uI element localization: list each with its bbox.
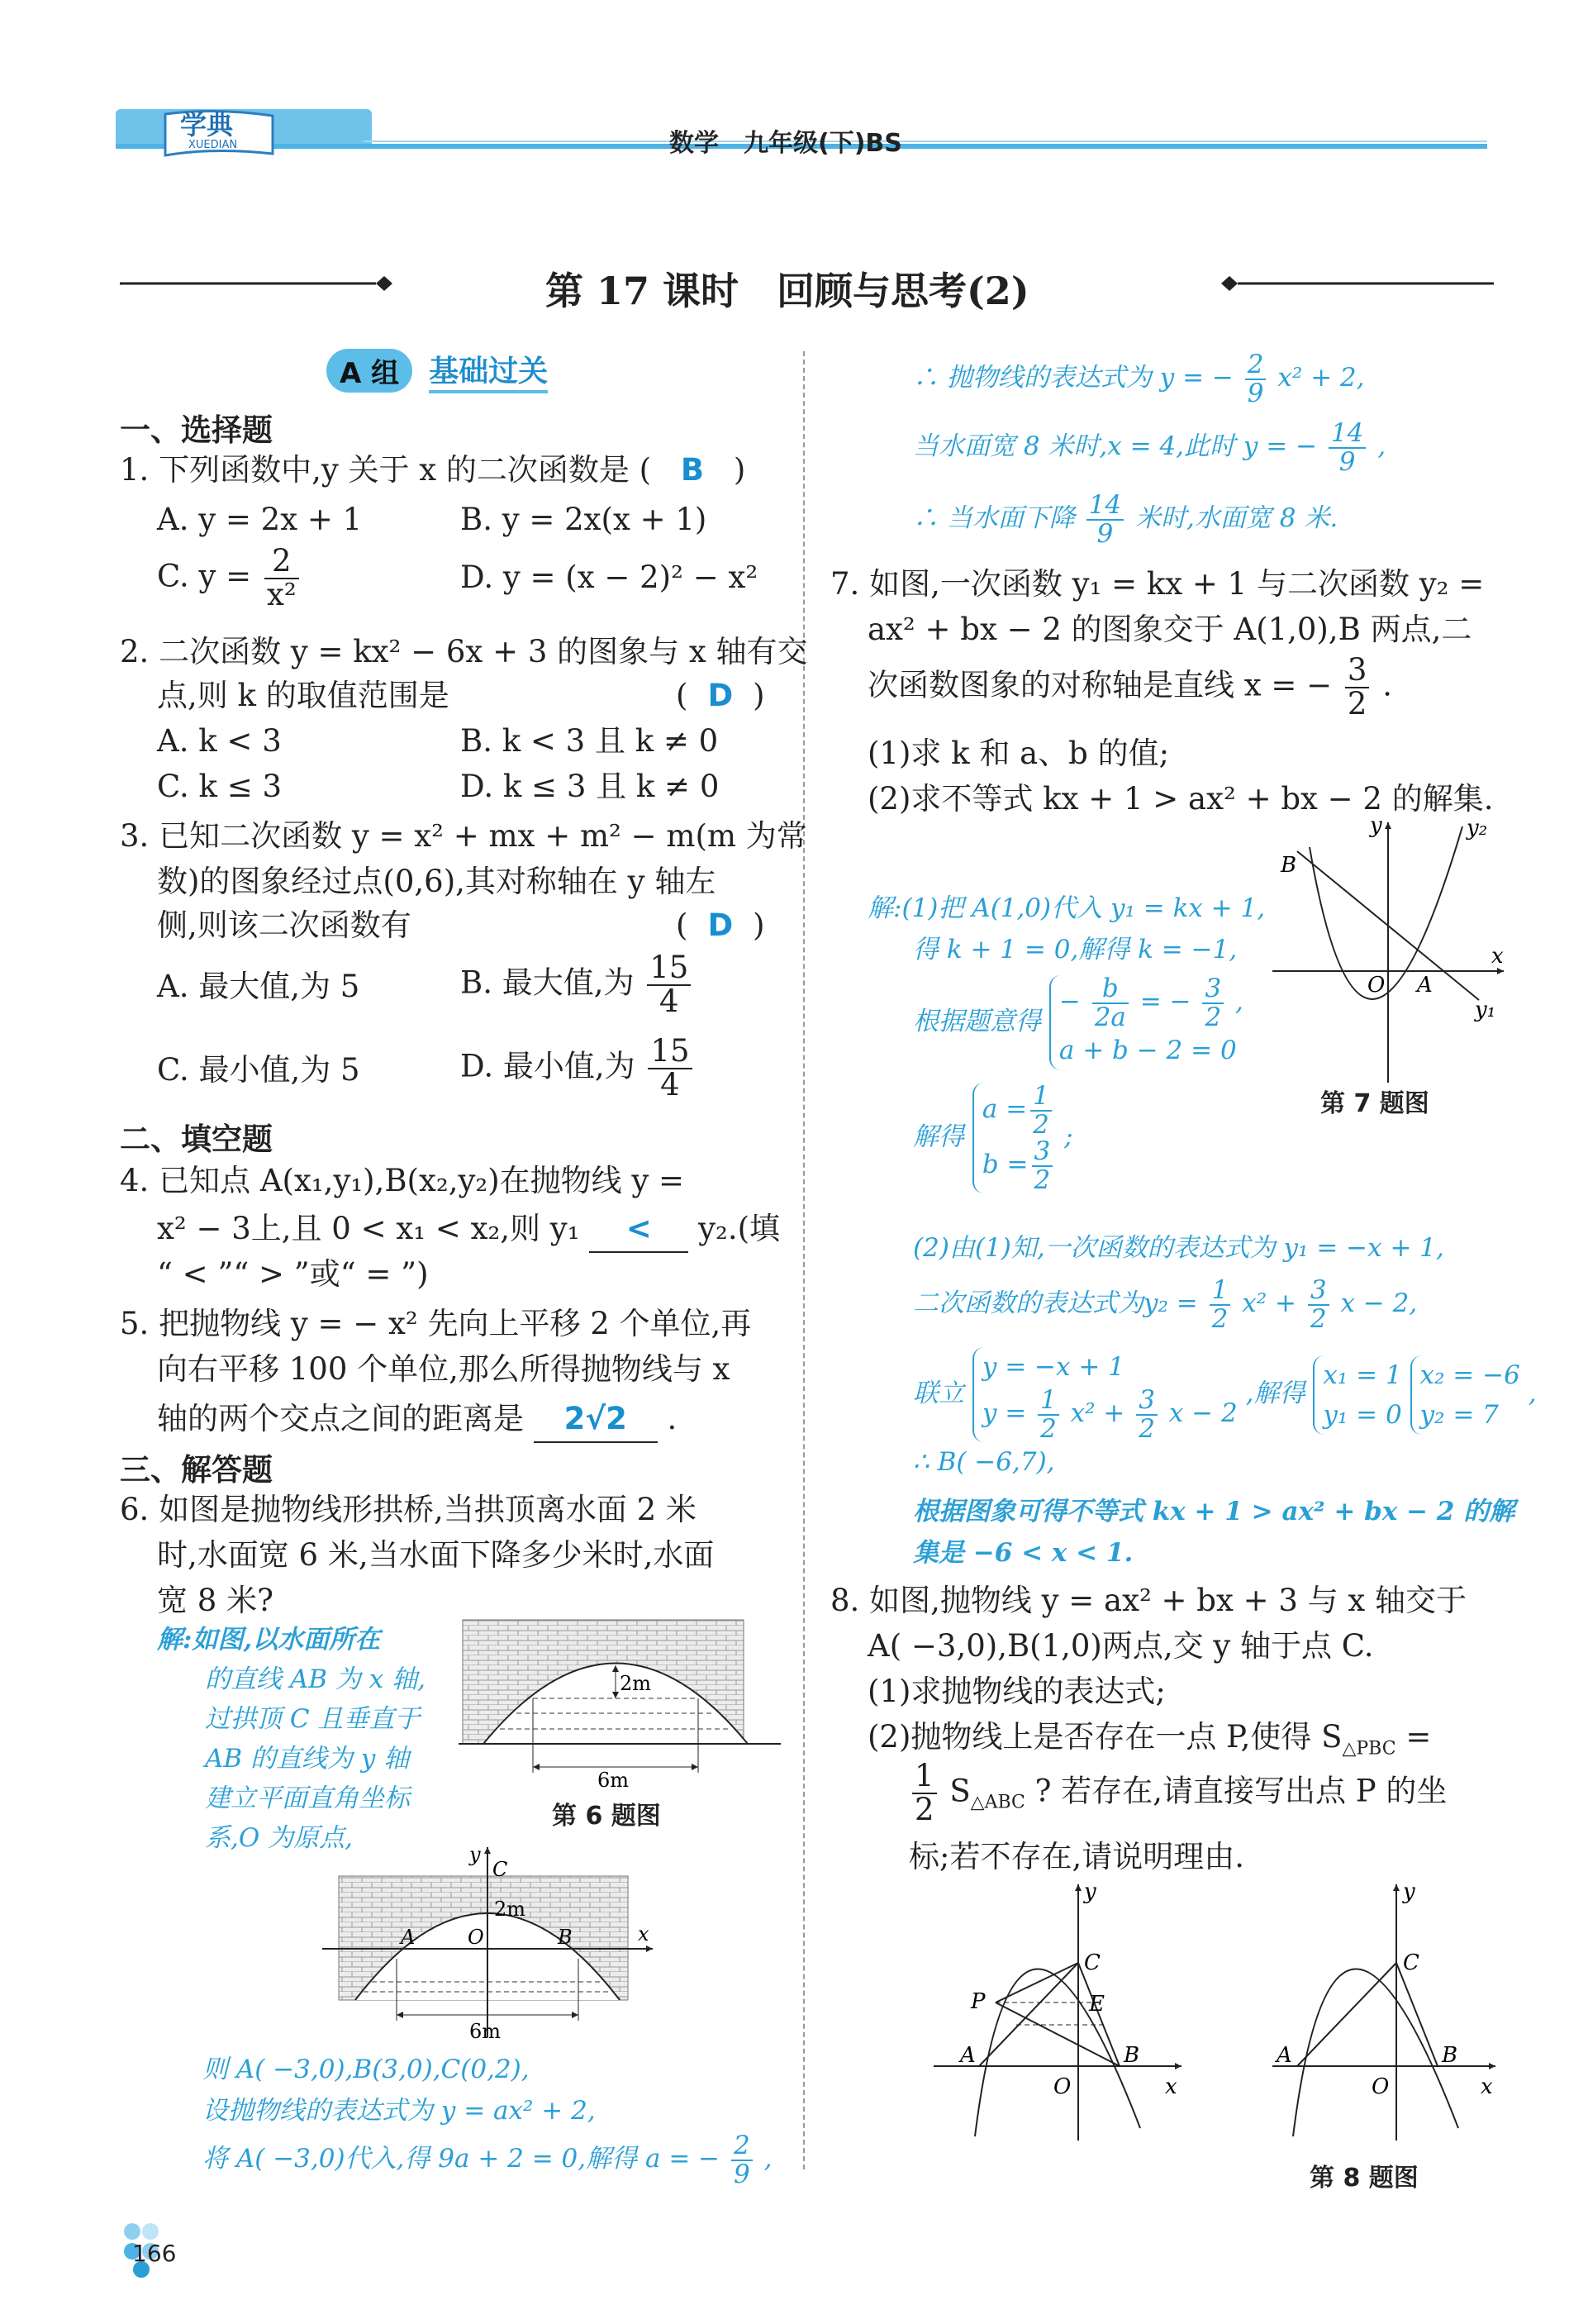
q1-answer: B — [680, 452, 705, 488]
q6-sol-4: 将 A( −3,0)代入,得 9a + 2 = 0,解得 a = − $\frac{2}{9}$ , — [202, 2131, 773, 2189]
svg-text:C: C — [492, 1858, 508, 1881]
q5-answer: 2√2 — [534, 1397, 658, 1443]
svg-text:O: O — [1053, 2074, 1072, 2099]
q2-option-b: B. k < 3 且 k ≠ 0 — [460, 723, 719, 759]
q3-option-b: B. 最大值,为 $\frac{15}{4}$ — [460, 952, 694, 1018]
q7-sol-10: 集是 −6 < x < 1. — [913, 1538, 1134, 1568]
q8-part2: (2)抛物线上是否存在一点 P,使得 $S_{\triangle PBC}$ = — [868, 1719, 1432, 1760]
svg-text:B: B — [1442, 2043, 1458, 2068]
q5-line1: 5. 把抛物线 y = − x² 先向上平移 2 个单位,再 — [120, 1306, 752, 1341]
q8-part2-end: 标;若不存在,请说明理由. — [909, 1839, 1244, 1874]
q7-caption: 第 7 题图 — [1320, 1089, 1429, 1118]
section-choice: 一、选择题 — [120, 412, 273, 448]
q2-answer: D — [707, 678, 734, 713]
q6-sol-2: 则 A( −3,0),B(3,0),C(0,2), — [202, 2055, 530, 2084]
q7-sol-2: 得 k + 1 = 0,解得 k = −1, — [913, 935, 1238, 964]
q7-part2: (2)求不等式 kx + 1 > ax² + bx − 2 的解集. — [868, 781, 1494, 817]
q7-sol-1: 解:(1)把 A(1,0)代入 y₁ = kx + 1, — [868, 893, 1266, 923]
svg-text:6m: 6m — [469, 2020, 502, 2041]
svg-text:y: y — [469, 1843, 481, 1866]
svg-text:x: x — [638, 1922, 649, 1945]
svg-text:B: B — [1124, 2043, 1140, 2068]
svg-text:2m: 2m — [494, 1898, 526, 1921]
svg-text:P: P — [971, 1989, 986, 2014]
svg-text:y₁: y₁ — [1475, 998, 1496, 1022]
q2-option-c: C. k ≤ 3 — [157, 769, 282, 804]
q6-sol-3: 设抛物线的表达式为 y = ax² + 2, — [202, 2096, 596, 2126]
q2-line2: 点,则 k 的取值范围是 ( D ) — [157, 678, 765, 713]
q7-sol-5: (2)由(1)知,一次函数的表达式为 y₁ = −x + 1, — [913, 1233, 1444, 1263]
svg-text:O: O — [468, 1926, 484, 1949]
q8-caption: 第 8 题图 — [1310, 2164, 1419, 2193]
svg-text:y: y — [1084, 1880, 1096, 1904]
q6-figure-bridge — [459, 1616, 785, 1789]
svg-text:A: A — [960, 2043, 976, 2068]
svg-text:E: E — [1089, 1992, 1105, 2017]
page-number: 166 — [132, 2240, 177, 2267]
q3-option-c: C. 最小值,为 5 — [157, 1052, 360, 1088]
q8-part1: (1)求抛物线的表达式; — [868, 1674, 1166, 1709]
q7-part1: (1)求 k 和 a、b 的值; — [868, 736, 1170, 771]
q7-line1: 7. 如图,一次函数 y₁ = kx + 1 与二次函数 y₂ = — [830, 566, 1485, 602]
q6-solution: 解:如图,以水面所在 的直线 AB 为 x 轴, 过拱顶 C 且垂直于 AB 的直线为 y 轴 建立平面直角坐标 系,O 为原点, — [157, 1625, 426, 1853]
q8-line2: A( −3,0),B(1,0)两点,交 y 轴于点 C. — [868, 1628, 1374, 1664]
q6-fig-height: 2m — [620, 1672, 652, 1695]
q7-figure — [1264, 814, 1512, 1087]
svg-text:O: O — [1367, 973, 1386, 998]
q8-line1: 8. 如图,抛物线 y = ax² + bx + 3 与 x 轴交于 — [830, 1583, 1467, 1618]
q5-line3: 轴的两个交点之间的距离是 2√2 . — [157, 1397, 677, 1443]
svg-text:y₂: y₂ — [1467, 816, 1488, 841]
q6-sol-5: ∴ 抛物线的表达式为 y = − $\frac{2}{9}$ x² + 2, — [913, 350, 1365, 408]
q3-option-d: D. 最小值,为 $\frac{15}{4}$ — [460, 1036, 696, 1102]
q3-line2: 数)的图象经过点(0,6),其对称轴在 y 轴左 — [157, 864, 716, 899]
group-badge-label: A 组 — [326, 349, 412, 393]
logo-subtext: XUEDIAN — [188, 139, 238, 151]
q7-sol-7: 联立 y = −x + 1 y = $\frac{1}{2}$ x² + $\frac{3}{2}$ x − 2 ,解得 x₁ = 1 y₁ = 0 x₂ = −6 y₂ = 7 , — [913, 1347, 1537, 1442]
q6-line2: 时,水面宽 6 米,当水面下降多少米时,水面 — [157, 1537, 715, 1573]
q7-sol-8: ∴ B( −6,7), — [913, 1447, 1055, 1477]
q6-fig-width: 6m — [597, 1769, 630, 1789]
q2-line1: 2. 二次函数 y = kx² − 6x + 3 的图象与 x 轴有交 — [120, 634, 808, 669]
q7-sol-6: 二次函数的表达式为y₂ = $\frac{1}{2}$ x² + $\frac{3}{2}$ x − 2, — [913, 1275, 1418, 1334]
q4-line2: x² − 3上,且 0 < x₁ < x₂,则 y₁ < y₂.(填 — [157, 1207, 780, 1253]
svg-text:A: A — [401, 1926, 416, 1949]
q7-sol-9: 根据图象可得不等式 kx + 1 > ax² + bx − 2 的解 — [913, 1497, 1515, 1526]
svg-text:x: x — [1491, 944, 1504, 969]
title-rule-left — [120, 273, 392, 294]
q3-answer: D — [707, 907, 734, 943]
q1-option-a: A. y = 2x + 1 — [157, 502, 363, 537]
svg-text:C: C — [1403, 1950, 1419, 1975]
group-title: 基础过关 — [429, 348, 548, 393]
svg-text:O: O — [1372, 2074, 1390, 2099]
svg-text:B: B — [1281, 853, 1297, 878]
subject-label: 数学 九年级(下)BS — [669, 129, 902, 158]
q6-line3: 宽 8 米? — [157, 1583, 273, 1618]
q7-sol-3: 根据题意得 − $\frac{b}{2a}$ = − $\frac{3}{2}$ , a + b − 2 = 0 — [913, 975, 1243, 1070]
q1-option-d: D. y = (x − 2)² − x² — [460, 560, 758, 595]
section-fill: 二、填空题 — [120, 1122, 273, 1157]
q1-option-b: B. y = 2x(x + 1) — [460, 502, 707, 537]
svg-text:C: C — [1084, 1950, 1101, 1975]
section-answer: 三、解答题 — [120, 1452, 273, 1488]
q2-option-a: A. k < 3 — [157, 723, 282, 759]
q6-sol-7: ∴ 当水面下降 $\frac{14}{9}$ 米时,水面宽 8 米. — [913, 490, 1338, 549]
q2-option-d: D. k ≤ 3 且 k ≠ 0 — [460, 769, 720, 804]
q8-figure-right — [1256, 1880, 1504, 2145]
svg-text:y: y — [1370, 814, 1382, 838]
svg-text:A: A — [1277, 2043, 1292, 2068]
q6-line1: 6. 如图是抛物线形拱桥,当拱顶离水面 2 米 — [120, 1492, 697, 1527]
svg-text:x: x — [1481, 2074, 1493, 2099]
q3-line3: 侧,则该二次函数有 ( D ) — [157, 907, 765, 943]
q8-part2-cont: $\frac{1}{2}$ $S_{\triangle ABC}$ ? 若存在,请直接写出点 P 的坐 — [909, 1760, 1447, 1826]
q3-line1: 3. 已知二次函数 y = x² + mx + m² − m(m 为常 — [120, 818, 807, 854]
q7-line3: 次函数图象的对称轴是直线 x = − $\frac{3}{2}$ . — [868, 652, 1392, 721]
svg-text:x: x — [1165, 2074, 1177, 2099]
page-title: 第 17 课时 回顾与思考(2) — [545, 269, 1029, 313]
svg-text:y: y — [1403, 1880, 1415, 1904]
title-rule-right — [1221, 273, 1494, 294]
q8-figure-left — [925, 1880, 1190, 2145]
q4-answer: < — [589, 1207, 688, 1253]
svg-text:A: A — [1417, 973, 1433, 998]
q3-option-a: A. 最大值,为 5 — [157, 969, 360, 1004]
q6-caption: 第 6 题图 — [552, 1802, 661, 1831]
q6-sol-6: 当水面宽 8 米时,x = 4,此时 y = − $\frac{14}{9}$ , — [913, 418, 1386, 477]
q7-line2: ax² + bx − 2 的图象交于 A(1,0),B 两点,二 — [868, 612, 1472, 647]
q1-option-c: C. y = $\frac{2}{\text{x²}}$ — [157, 545, 302, 612]
svg-text:B: B — [558, 1926, 573, 1949]
q4-line3: “ < ”“ > ”或“ = ”) — [157, 1256, 429, 1292]
q6-figure-coordinates — [322, 1843, 678, 2041]
q5-line2: 向右平移 100 个单位,那么所得抛物线与 x — [157, 1351, 730, 1387]
logo-text: 学典 — [180, 109, 234, 140]
q4-line1: 4. 已知点 A(x₁,y₁),B(x₂,y₂)在抛物线 y = — [120, 1163, 685, 1198]
header — [0, 0, 1569, 165]
column-divider — [803, 351, 805, 2169]
group-badge — [326, 347, 548, 393]
q7-sol-4: 解得 a = $\frac{1}{2}$ b = $\frac{3}{2}$ ; — [913, 1081, 1073, 1195]
q1-stem: 1. 下列函数中,y 关于 x 的二次函数是 ( B ) — [120, 452, 746, 488]
